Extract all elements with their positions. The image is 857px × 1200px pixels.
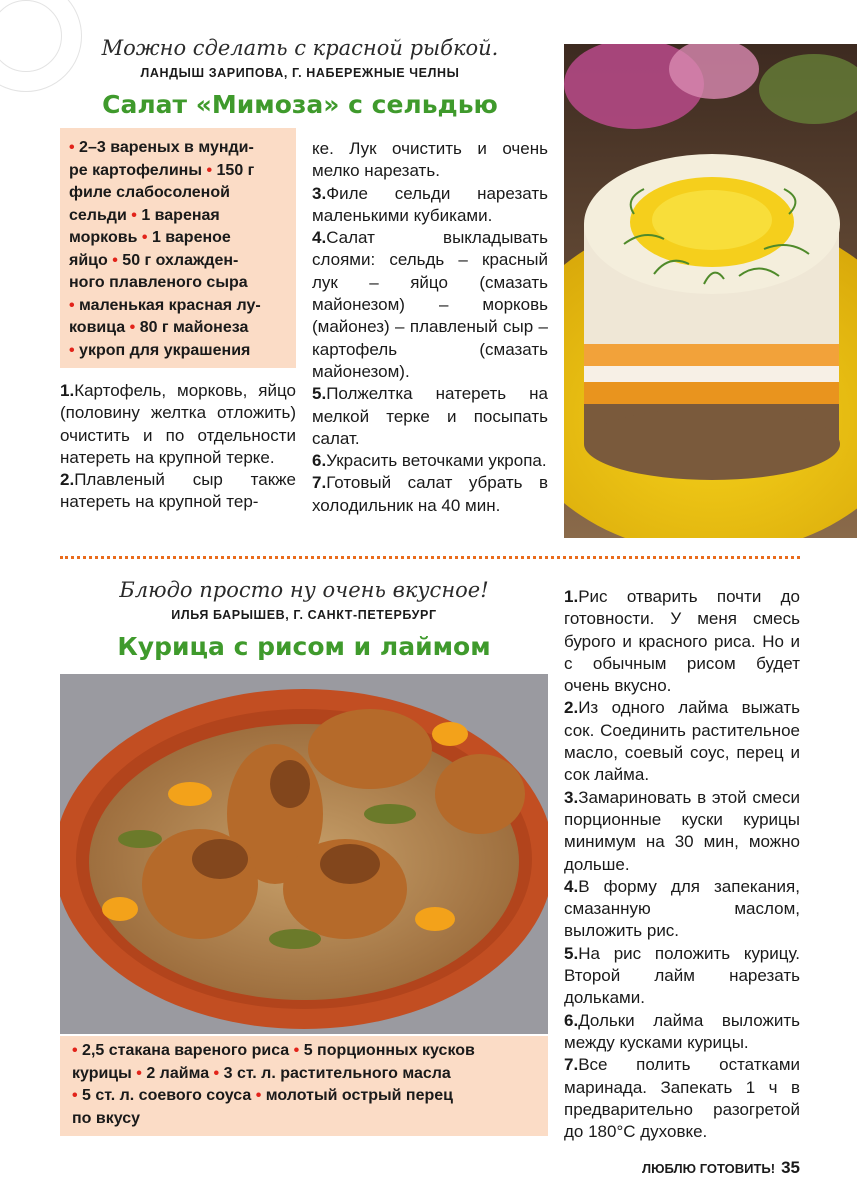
- recipe2-author: ИЛЬЯ БАРЫШЕВ, Г. САНКТ-ПЕТЕРБУРГ: [171, 608, 437, 622]
- recipe2-ingredients-box: [60, 1036, 548, 1136]
- page-number: 35: [781, 1158, 800, 1177]
- recipe1-steps-left: 1.Картофель, морковь, яйцо (половину желтка отложить) очистить и по отдельности натереть на крупной терке. 2.Плавленый сыр также натереть на крупной тер-: [60, 381, 296, 512]
- bullet-icon: •: [131, 206, 137, 224]
- bullet-icon: •: [136, 1064, 142, 1082]
- section-divider: [60, 556, 800, 559]
- recipe2-title: Курица с рисом и лаймом: [117, 632, 491, 661]
- bullet-icon: •: [72, 1042, 83, 1059]
- mimosa-salad-photo: [564, 44, 857, 538]
- mimosa-salad-image: [564, 44, 857, 538]
- page-footer: [600, 1158, 800, 1178]
- bullet-icon: •: [293, 1042, 300, 1059]
- bullet-icon: •: [69, 139, 80, 156]
- recipe2-ingredients: • 2,5 стакана вареного риса • 5 порционных кусков курицы • 2 лайма • 3 ст. л. растительного масла • 5 ст. л. соевого соуса • молотый острый перец по вкусу: [72, 1042, 475, 1127]
- bullet-icon: •: [206, 161, 213, 179]
- bullet-icon: •: [69, 341, 80, 359]
- recipe1-ingredients: • 2–3 вареных в мунди- ре картофелины • 150 г филе слабосоленой сельди • 1 вареная морковь • 1 вареное яйцо • 50 г охлажден- ного плавленого сыра • маленькая красная лу- ковица • 80 г майонеза • укроп для украшения: [69, 139, 261, 359]
- bullet-icon: •: [255, 1087, 262, 1104]
- chicken-rice-image: [60, 674, 548, 1034]
- bullet-icon: •: [141, 229, 148, 246]
- recipe2-steps: 1.Рис отварить почти до готовности. У меня смесь бурого и красного риса. Но и с обычным рисом будет очень вкусно. 2.Из одного лайма выжать сок. Соединить растительное масло, соевый соус, перец и сок лайма. 3.Замариновать в этой смеси порционные куски курицы минимум на 30 мин, можно дольше. 4.В форму для запекания, смазанную маслом, выложить рис. 5.На рис положить курицу. Второй лайм нарезать дольками. 6.Дольки лайма выложить между кусками курицы. 7.Все полить остатками маринада. Запекать 1 ч в предварительно разогретой до 180°С духовке.: [564, 587, 800, 1142]
- recipe2-tagline: Блюдо просто ну очень вкусное!: [119, 578, 489, 602]
- bullet-icon: •: [69, 296, 80, 314]
- bullet-icon: •: [72, 1087, 83, 1104]
- recipe1-steps-right: ке. Лук очистить и очень мелко нарезать. 3.Филе сельди нарезать маленькими кубиками. 4.Салат выкладывать слоями: сельдь – красный лук – яйцо (смазать майонезом) – морковь (майонез) – плавленый сыр – картофель (смазать майонезом). 5.Полжелтка натереть на мелкой терке и посыпать салат. 6.Украсить веточками укропа. 7.Готовый салат убрать в холодильник на 40 мин.: [312, 139, 548, 515]
- chicken-rice-photo: [60, 674, 548, 1034]
- recipe1-tagline: Можно сделать с красной рыбкой.: [101, 36, 499, 60]
- magazine-name: ЛЮБЛЮ ГОТОВИТЬ!: [642, 1161, 776, 1176]
- recipe1-ingredients-box: [60, 128, 296, 368]
- recipe1-title: Салат «Мимоза» с сельдью: [102, 90, 498, 119]
- bullet-icon: •: [129, 319, 136, 336]
- bullet-icon: •: [112, 251, 118, 269]
- bullet-icon: •: [213, 1064, 220, 1082]
- recipe1-author: ЛАНДЫШ ЗАРИПОВА, Г. НАБЕРЕЖНЫЕ ЧЕЛНЫ: [140, 66, 460, 80]
